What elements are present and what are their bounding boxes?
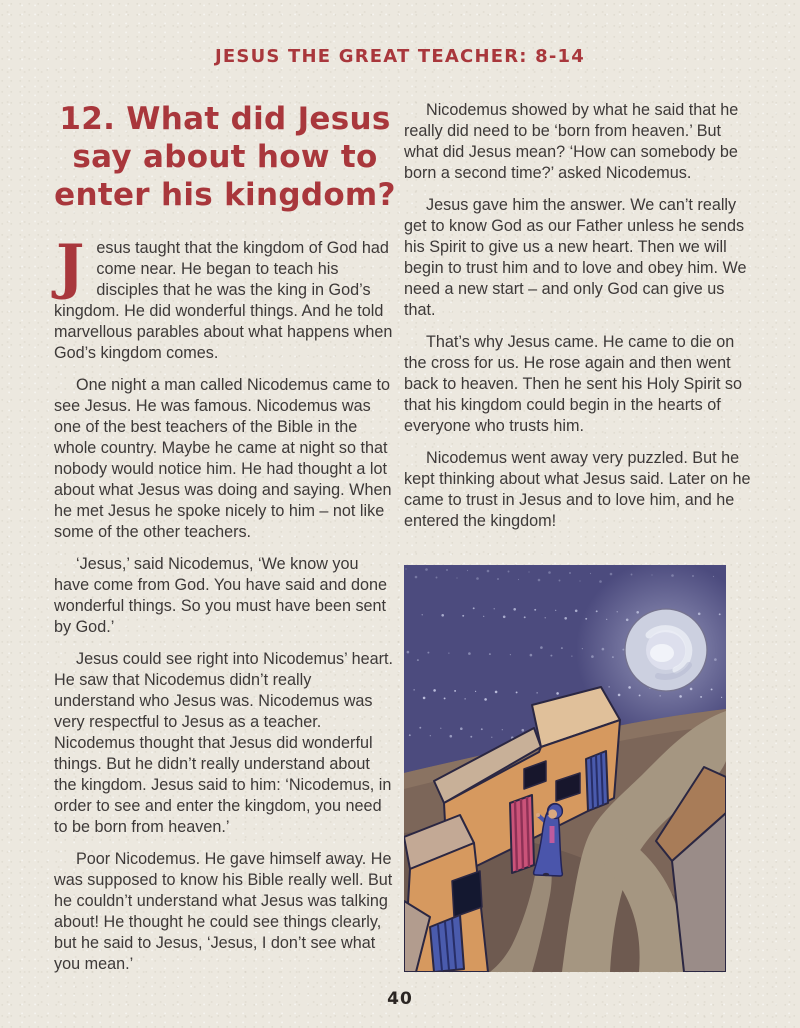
chapter-header: JESUS THE GREAT TEACHER: 8-14 [215, 46, 585, 67]
page-title [54, 100, 396, 214]
left-column [54, 100, 396, 986]
title-line-1: 12. What did Jesus [59, 101, 391, 137]
paragraph-text: esus taught that the kingdom of God had come near. He began to teach his disciples that he was the king in God’s kingdom. He did wonderful things. And he told marvellous parables about what happens when God’s kingdom comes. [54, 239, 393, 362]
paragraph: Nicodemus showed by what he said that he really did need to be ‘born from heaven.’ But what did Jesus mean? ‘How can somebody be born a second time?’ asked Nicodemus. [404, 101, 739, 182]
paragraph: One night a man called Nicodemus came to see Jesus. He was famous. Nicodemus was one of the best teachers of the Bible in the whole country. Maybe he came at night so that nobody would notice him. He had thought a lot about what Jesus was doing and saying. When he met Jesus he spoke nicely to him – not like some of the other teachers. [54, 376, 392, 541]
paragraph: Jesus could see right into Nicodemus’ heart. He saw that Nicodemus didn’t really understand who Jesus was. Nicodemus was very respectful to Jesus as a teacher. Nicodemus thought that Jesus did wonderful things. But he didn’t really understand about the kingdom. Jesus said to him: ‘Nicodemus, in order to see and enter the kingdom, you need to be born from heaven.’ [54, 650, 394, 836]
paragraph: Jesus gave him the answer. We can’t really get to know God as our Father unless he sends his Spirit to give us a new heart. Then we will begin to trust him and to love and obey him. We need a new start – and only God can give us that. [404, 196, 747, 319]
page-number: 40 [387, 989, 413, 1009]
title-line-2: say about how to [72, 139, 378, 175]
paragraph: Nicodemus went away very puzzled. But he kept thinking about what Jesus said. Later on he came to trust in Jesus and to love him, and he entered the kingdom! [404, 449, 751, 530]
right-column [404, 100, 756, 543]
nicodemus-night-illustration [404, 565, 726, 972]
title-line-3: enter his kingdom? [54, 177, 396, 213]
paragraph: Poor Nicodemus. He gave himself away. He was supposed to know his Bible really well. But he couldn’t understand what Jesus was talking about! He thought he could see things clearly, but he said to Jesus, ‘Jesus, I don’t see what you mean.’ [54, 850, 393, 973]
paragraph [54, 232, 396, 364]
paragraph: That’s why Jesus came. He came to die on the cross for us. He rose again and then went back to heaven. Then he sent his Holy Spirit so that his kingdom could begin in the hearts of everyone who trusts him. [404, 333, 743, 435]
paragraph: ‘Jesus,’ said Nicodemus, ‘We know you have come from God. You have said and done wonderful things. So you must have been sent by God.’ [54, 555, 387, 636]
drop-cap: J [56, 232, 85, 302]
